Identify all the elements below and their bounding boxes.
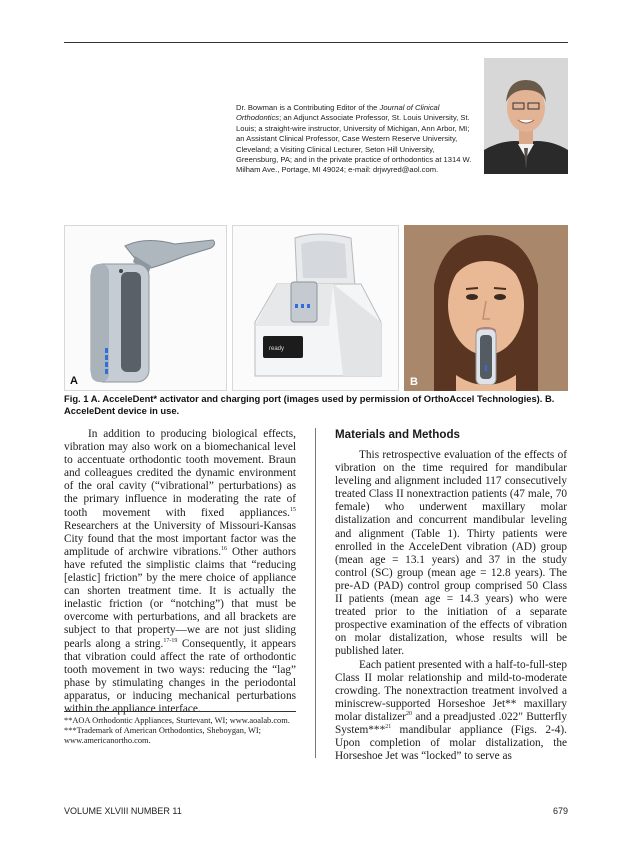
accelerdent-activator-illustration <box>65 226 227 391</box>
left-column <box>64 428 296 716</box>
section-heading: Materials and Methods <box>335 428 460 441</box>
journal-title: Journal of Clinical Orthodontics <box>236 103 440 123</box>
charger-screen-text: ready <box>269 346 285 352</box>
page-number: 679 <box>552 806 568 816</box>
figure-panel-a <box>64 225 227 391</box>
author-portrait <box>484 58 568 174</box>
figure-panel-b <box>404 225 568 391</box>
right-column <box>335 428 567 763</box>
charging-port-illustration <box>233 226 399 391</box>
footnote-aoa: **AOA Orthodontic Appliances, Sturtevant, WI; www.aoalab.com. <box>64 716 290 725</box>
body-paragraph: This retrospective evaluation of the effects of vibration on the time required for mandibular leveling and alignment included 117 consecutively treated Class II nonextraction patients (47 male, 70 female) who underwent maxillary molar distalization and concurrent mandibular leveling and alignment (Table 1). Thirty patients were enrolled in the AcceleDent vibration (AD) group (mean age = 13.1 years) and 37 in the study control (SC) group (mean age = 12.8 years). The pre-AD (PAD) control group comprised 50 Class II patients (mean age = 14.3 years) who were treated prior to the initiation of a separate prospective examination of the effects of vibration on molar distalization, whose results will be published later. <box>335 449 567 658</box>
figure-caption: Fig. 1 A. AcceleDent* activator and charging port (images used by permission of OrthoAccel Technologies). B. AcceleDent device in use. <box>64 393 555 416</box>
figure-panel-charging-port <box>232 225 399 391</box>
patient-photo <box>404 225 568 391</box>
footnote-rule <box>64 711 296 712</box>
panel-label-a: A <box>70 375 78 387</box>
column-divider <box>315 428 316 758</box>
body-paragraph: Each patient presented with a half-to-full-step Class II molar relationship and mild-to-moderate crowding. The nonextraction treatment involved a miniscrew-supported Horseshoe Jet** maxillary molar distalizer$^{20}$ and a preadjusted .022" Butterfly System***$^{21}$ mandibular appliance (Figs. 2-4). Upon completion of molar distalization, the Horseshoe Jet was “locked” to serve as <box>335 658 568 763</box>
panel-label-b: B <box>410 376 418 388</box>
author-bio: Dr. Bowman is a Contributing Editor of the Journal of Clinical Orthodontics; an Adjunct Associate Professor, St. Louis University, St. Louis; a straight-wire instructor, University of Michigan, Ann Arbor, MI; an Assistant Clinical Professor, Case Western Reserve University, Cleveland; a Visiting Clinical Lecturer, Seton Hill University, Greensburg, PA; and in the private practice of orthodontics at 1314 W. Milham Ave., Portage, MI 49024; e-mail: drjwyred@aol.com. <box>236 103 472 175</box>
body-paragraph: In addition to producing biological effects, vibration may also work on a biomechanical level to accentuate orthodontic tooth movement. Braun and colleagues credited the dynamic environment of the oral cavity (“vibrational” perturbations) as the primary influence in moderating the rate of tooth movement with fixed appliances.$^{15}$ Researchers at the University of Missouri-Kansas City found that the most important factor was the amplitude of archwire vibrations.$^{16}$ Other authors have refuted the simplistic claims that “reducing [elastic] friction” by the mere choice of appliance can shorten treatment time. It is actually the inelastic friction (or “notching”) that must be overcome with perturbations, and all brackets are subject to that property—we are not just sliding pearls along a string.$^{17-19}$ Consequently, it appears that vibration could affect the rate of orthodontic tooth movement in two ways: reducing the “lag” phase by stimulating changes in the periodontal apparatus, or inducing mechanical perturbations within the appliance interface. <box>64 428 296 715</box>
header-rule <box>64 42 568 43</box>
journal-volume: VOLUME XLVIII NUMBER 11 <box>64 806 182 816</box>
footnotes <box>64 716 296 747</box>
footnote-american-ortho: ***Trademark of American Orthodontics, Sheboygan, WI; www.americanortho.com. <box>64 726 262 746</box>
